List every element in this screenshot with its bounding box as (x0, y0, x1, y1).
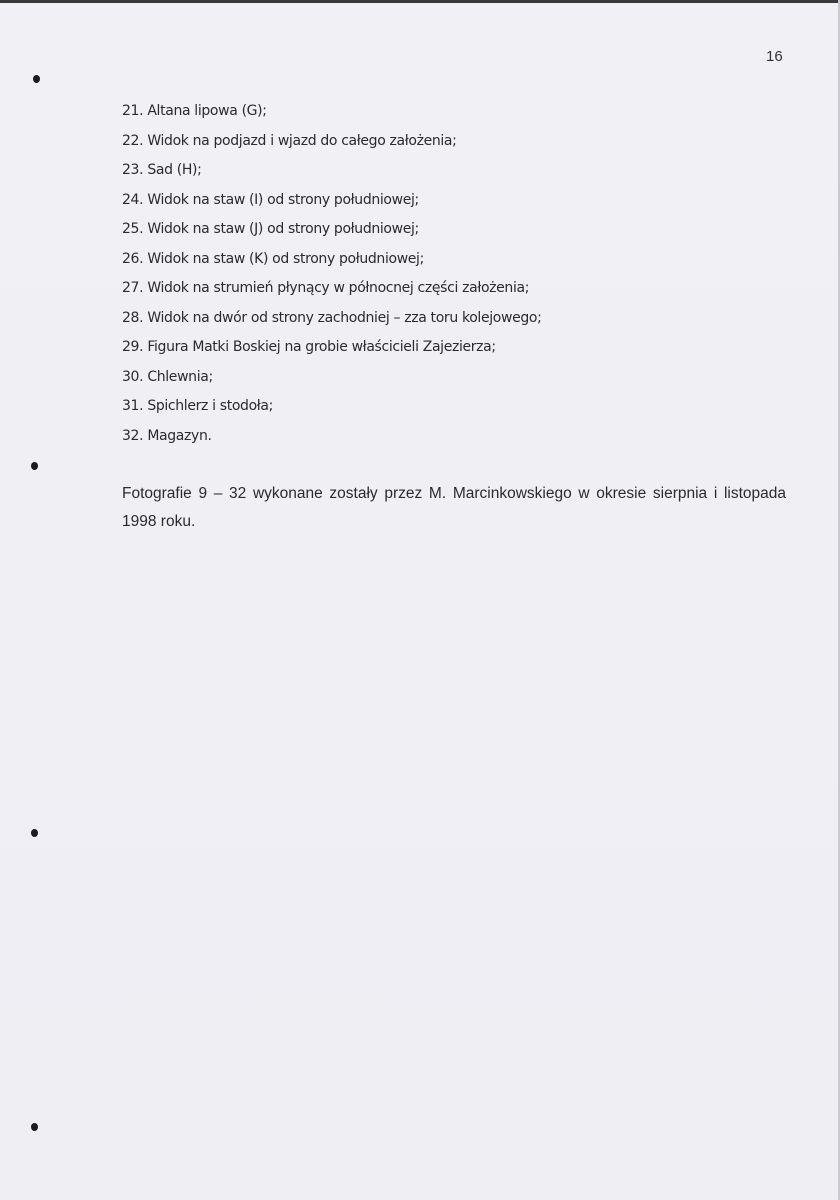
scan-top-edge (0, 0, 840, 3)
punch-hole-mark (33, 75, 40, 83)
punch-hole-mark (31, 462, 38, 470)
photo-credit-note: Fotografie 9 – 32 wykonane zostały przez M. Marcinkowskiego w okresie sierpnia i listopada 1998 roku. (122, 485, 786, 530)
list-item: 23. Sad (H); (122, 162, 202, 178)
list-item: 28. Widok na dwór od strony zachodniej – zza toru kolejowego; (122, 309, 542, 326)
punch-hole-mark (31, 1123, 38, 1131)
photo-list (122, 97, 541, 451)
list-item: 22. Widok na podjazd i wjazd do całego założenia; (122, 132, 457, 149)
list-item: 29. Figura Matki Boskiej na grobie właścicieli Zajezierza; (122, 339, 496, 355)
list-item: 31. Spichlerz i stodoła; (122, 398, 274, 414)
list-item: 26. Widok na staw (K) od strony południowej; (122, 250, 424, 267)
page-number: 16 (766, 48, 783, 65)
list-item: 25. Widok na staw (J) od strony południowej; (122, 221, 419, 237)
list-item: 27. Widok na strumień płynący w północnej części założenia; (122, 280, 530, 296)
list-item: 24. Widok na staw (I) od strony południowej; (122, 191, 419, 208)
list-item: 21. Altana lipowa (G); (122, 103, 267, 119)
punch-hole-mark (31, 829, 38, 837)
list-item: 32. Magazyn. (122, 427, 212, 444)
list-item: 30. Chlewnia; (122, 368, 213, 385)
